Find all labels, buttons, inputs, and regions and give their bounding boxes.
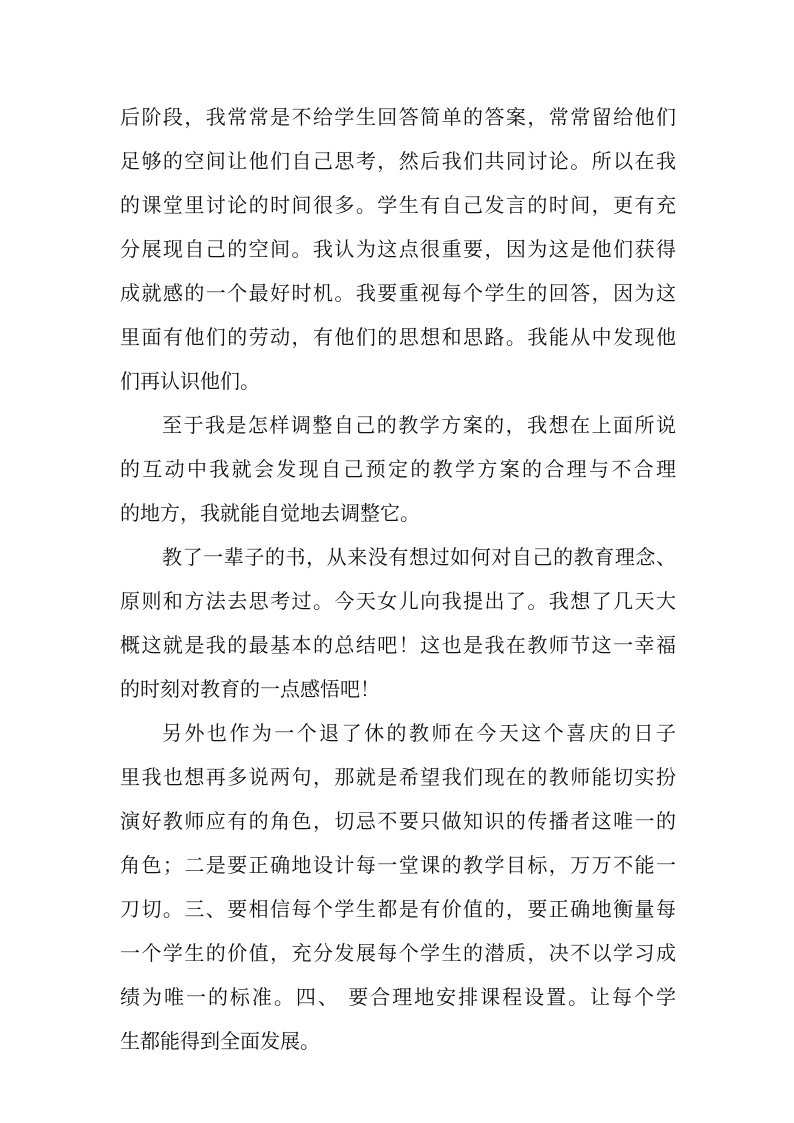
- paragraph-first-line: 教了一辈子的书，从来没有想过如何对自己的教育理念、: [162, 545, 676, 569]
- text-line: 生都能得到全面发展。: [120, 1029, 320, 1053]
- text-line: 一个学生的价值，充分发展每个学生的潜质，决不以学习成: [120, 941, 676, 965]
- text-line: 成就感的一个最好时机。我要重视每个学生的回答，因为这: [120, 281, 676, 305]
- text-line: 们再认识他们。: [120, 369, 260, 393]
- text-line: 里我也想再多说两句，那就是希望我们现在的教师能切实扮: [120, 765, 676, 789]
- text-line: 里面有他们的劳动，有他们的思想和思路。我能从中发现他: [120, 325, 676, 349]
- text-line: 概这就是我的最基本的总结吧！这也是我在教师节这一幸福: [120, 633, 676, 657]
- text-line: 的地方，我就能自觉地去调整它。: [120, 501, 420, 525]
- text-line: 原则和方法去思考过。今天女儿向我提出了。我想了几天大: [120, 589, 676, 613]
- paragraph-first-line: 至于我是怎样调整自己的教学方案的，我想在上面所说: [162, 413, 676, 437]
- text-line: 刀切。三、要相信每个学生都是有价值的，要正确地衡量每: [120, 897, 676, 921]
- text-line: 后阶段，我常常是不给学生回答简单的答案，常常留给他们: [120, 105, 676, 129]
- text-line: 演好教师应有的角色，切忌不要只做知识的传播者这唯一的: [120, 809, 676, 833]
- text-line: 足够的空间让他们自己思考，然后我们共同讨论。所以在我: [120, 149, 676, 173]
- paragraph-first-line: 另外也作为一个退了休的教师在今天这个喜庆的日子: [162, 721, 676, 745]
- text-line: 的互动中我就会发现自己预定的教学方案的合理与不合理: [120, 457, 676, 481]
- text-line: 分展现自己的空间。我认为这点很重要，因为这是他们获得: [120, 237, 676, 261]
- text-line: 绩为唯一的标准。四、 要合理地安排课程设置。让每个学: [120, 985, 676, 1009]
- text-line: 的课堂里讨论的时间很多。学生有自己发言的时间，更有充: [120, 193, 676, 217]
- text-line: 的时刻对教育的一点感悟吧！: [120, 677, 380, 701]
- text-line: 角色；二是要正确地设计每一堂课的教学目标，万万不能一: [120, 853, 676, 877]
